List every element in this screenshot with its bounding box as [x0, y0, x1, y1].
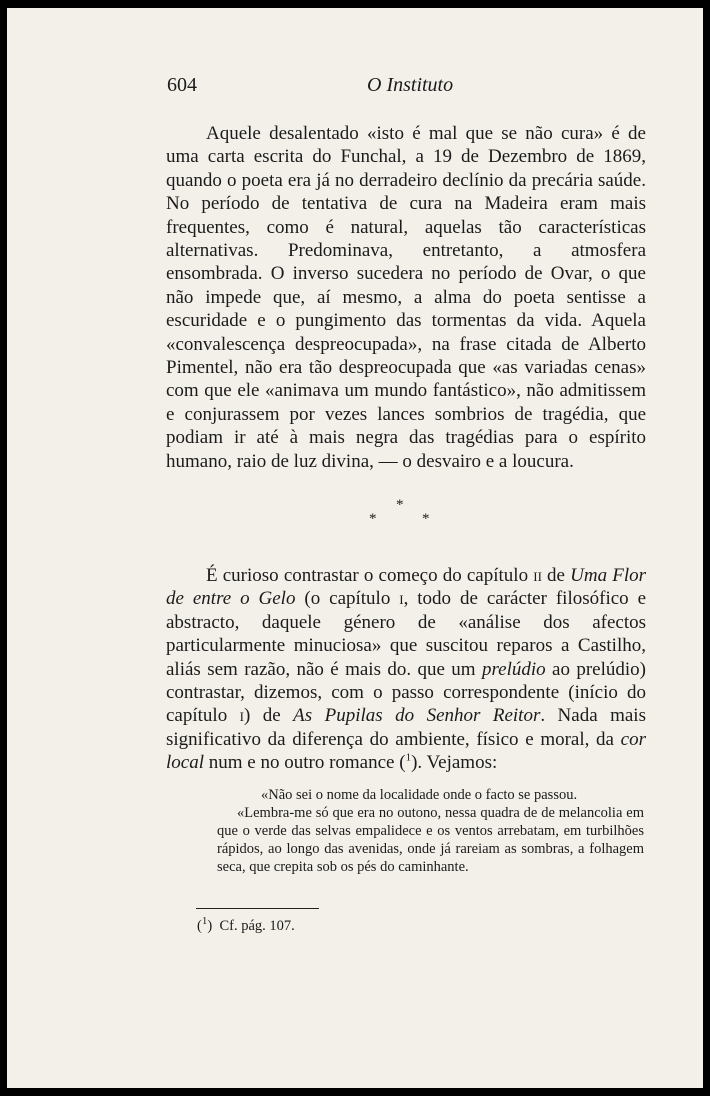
text-run: . Nada mais significativo da diferença do ambiente, físico e moral, da [166, 705, 646, 750]
text-run: ). Vejamos: [411, 752, 498, 774]
footnote-reference: 1 [405, 751, 412, 764]
text-run: , todo de carácter filosófico e abstracto, daquele género de «análise dos afectos particularmente minuciosa» que suscitou reparos a Castilho, aliás sem razão, não é mais do. que um [166, 588, 647, 680]
footnote-text: Cf. pág. 107. [219, 918, 295, 934]
text-run: É curioso contrastar o começo do capítulo [206, 565, 534, 586]
italic-cor-local: cor local [166, 728, 646, 774]
chapter-numeral: i [399, 588, 404, 610]
running-title: O Instituto [367, 74, 454, 96]
paragraph-1: Aquele desalentado «isto é mal que se não cura» é de uma carta escrita do Funchal, a 19 de Dezembro de 1869, quando o poeta era já no derradeiro declínio da precária saúde. No período de tentativa de cura na Madeira eram mais frequentes, como é natural, aquelas tão características alternativas. Predominava, entretanto, a atmosfera ensombrada. O inverso sucedera no período de Ovar, o que não impede que, aí mesmo, a alma do poeta sentisse a escuridade e o pungimento das tormentas da vida. Aquela «convalescença despreocupada», na frase citada de Alberto Pimentel, não era tão despreocupada que «as variadas cenas» com que ele «animava um mundo fantástico», não admitissem e conjurassem por vezes lances sombrios de tragédia, que podiam ir até à mais negra das tragédias para o espírito humano, raio de luz divina, — o desvairo e a loucura. [166, 123, 646, 472]
divider-star-top: * [396, 497, 404, 513]
text-run: num e no outro romance ( [204, 752, 406, 774]
footnote [197, 915, 295, 935]
divider-star-right: * [422, 511, 430, 527]
text-run: de [541, 565, 571, 586]
italic-preludio: prelúdio [481, 658, 546, 680]
section-divider [364, 497, 434, 537]
book-page [7, 8, 703, 1088]
divider-star-left: * [369, 511, 377, 527]
footnote-paren-close: ) [207, 918, 213, 934]
chapter-numeral: i [239, 705, 244, 727]
footnote-rule [196, 908, 319, 909]
text-run: ) de [244, 705, 294, 727]
page-number: 604 [167, 74, 197, 96]
quote-line-1: «Não sei o nome da localidade onde o facto se passou. [261, 787, 578, 803]
chapter-numeral: ii [533, 565, 542, 586]
book-title-flor: Uma Flor de entre o Gelo [166, 565, 646, 610]
page-header [167, 74, 647, 104]
text-run: (o capítulo [295, 588, 400, 610]
quote-line-2: «Lembra-me só que era no outono, nessa quadra de de melancolia em que o verde das selvas empalidece e os ventos arrebatam, em turbilhões rápidos, ao longo das avenidas, onde já rareiam as sombras, a folhagem seca, que crepita sob os pés do caminhante. [217, 805, 644, 876]
footnote-paren-open: ( [197, 918, 202, 934]
paragraph-2 [166, 564, 646, 775]
book-title-pupilas: As Pupilas do Senhor Reitor [293, 705, 541, 727]
block-quote [217, 786, 644, 876]
text-run: ao prelúdio) contrastar, dizemos, com o passo correspondente (início do capítulo [166, 658, 647, 727]
footnote-number: 1 [201, 915, 208, 928]
